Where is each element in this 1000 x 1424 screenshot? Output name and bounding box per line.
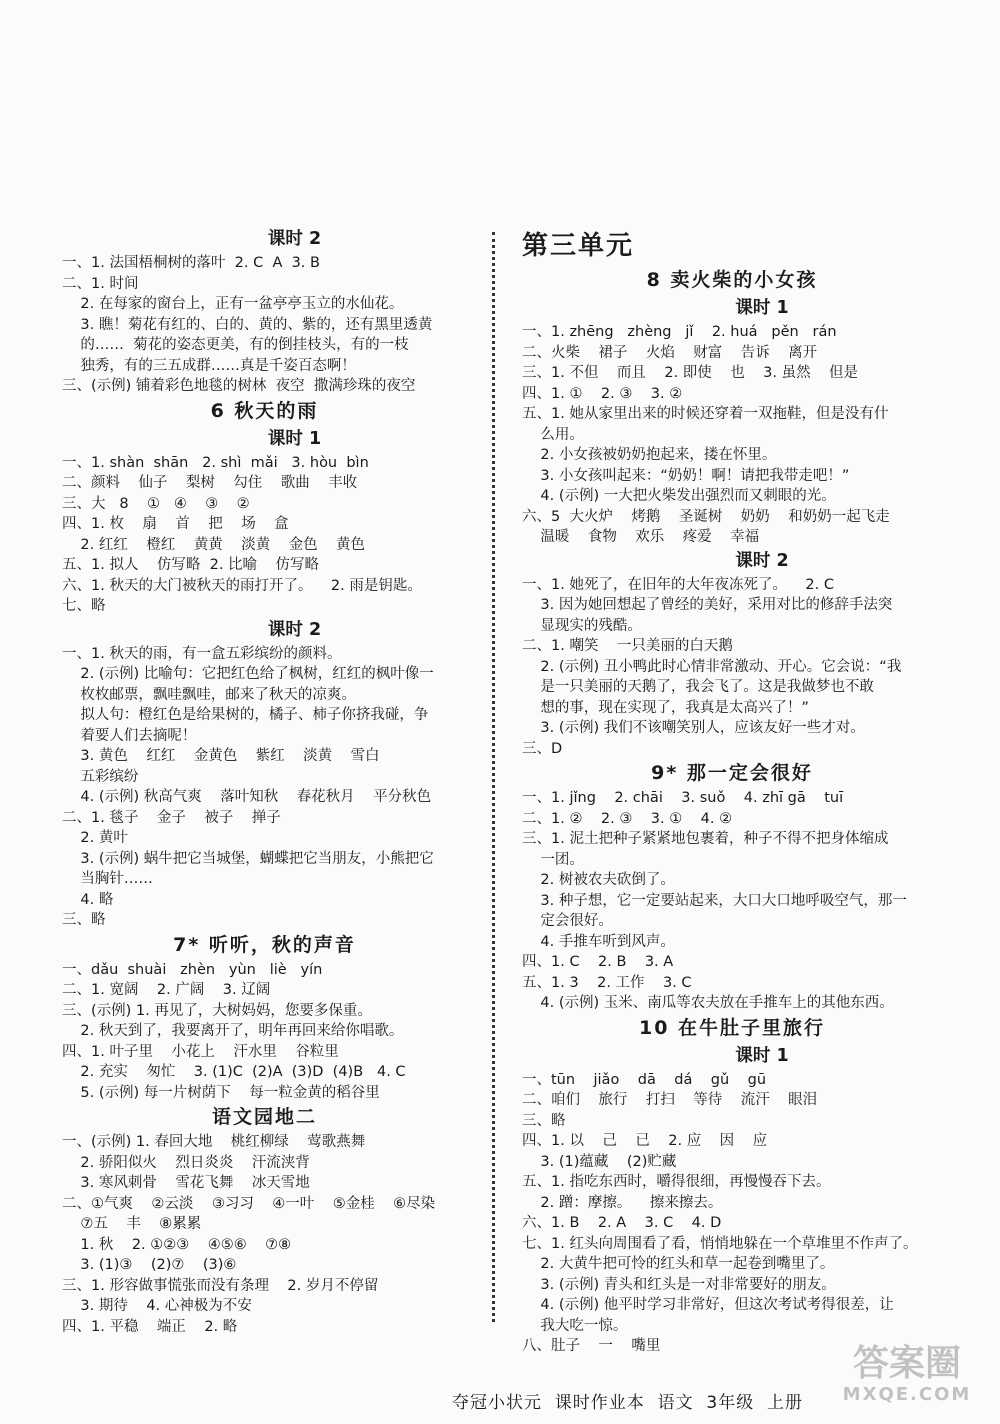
answer-line: 五彩缤纷 bbox=[62, 768, 139, 785]
answer-line: 三、略 bbox=[62, 912, 106, 928]
answer-line: 七、1. 红头向周围看了看，悄悄地躲在一个草堆里不作声了。 bbox=[522, 1235, 918, 1252]
answer-line: 一、1. 法国梧桐树的落叶 2. C A 3. B bbox=[62, 255, 320, 271]
lesson-heading: 课时 2 bbox=[735, 550, 789, 571]
answer-line: 一、dǎu shuài zhèn yùn liè yín bbox=[62, 961, 323, 978]
footer-book-title: 夺冠小状元 课时作业本 语文 3年级 上册 bbox=[452, 1393, 804, 1413]
answer-line: 三、(示例) 1. 再见了，大树妈妈，您要多保重。 bbox=[62, 1002, 372, 1019]
answer-line: 二、1. 嘲笑 一只美丽的白天鹅 bbox=[522, 638, 733, 654]
answer-line: 3. 黄色 红红 金黄色 紫红 淡黄 雪白 bbox=[62, 748, 380, 764]
answer-line: 二、1. 毯子 金子 被子 掸子 bbox=[62, 809, 281, 826]
answer-line: 么用。 bbox=[522, 426, 584, 443]
answer-line: 五、1. 3 2. 工作 3. C bbox=[522, 974, 692, 991]
answer-line: 四、1. ① 2. ③ 3. ② bbox=[522, 385, 683, 402]
answer-line: 3. 寒风刺骨 雪花飞舞 冰天雪地 bbox=[62, 1175, 310, 1191]
answer-line: 一、1. 她死了，在旧年的大年夜冻死了。 2. C bbox=[522, 576, 834, 593]
answer-line: 四、1. 枚 扇 首 把 场 盒 bbox=[62, 516, 289, 532]
answer-line: 4. 手推车听到风声。 bbox=[522, 933, 675, 950]
answer-line: 六、1. B 2. A 3. C 4. D bbox=[522, 1215, 722, 1231]
answer-line: 3. 瞧！菊花有红的、白的、黄的、紫的，还有黑里透黄 bbox=[62, 316, 433, 333]
watermark-logo bbox=[832, 1344, 982, 1414]
answer-line: 3. (1)蕴藏 (2)贮藏 bbox=[522, 1153, 677, 1170]
answer-line: 二、火柴 裙子 火焰 财富 告诉 离开 bbox=[522, 344, 818, 361]
answer-line: 五、1. 她从家里出来的时候还穿着一双拖鞋，但是没有什 bbox=[522, 406, 889, 422]
lesson-heading: 课时 1 bbox=[267, 428, 322, 449]
answer-line: 我大吃一惊。 bbox=[522, 1317, 628, 1334]
answer-line: 显现实的残酷。 bbox=[522, 617, 642, 634]
answer-line: 4. (示例) 一大把火柴发出强烈而又刺眼的光。 bbox=[522, 488, 836, 504]
answer-line: 五、1. 拟人 仿写略 2. 比喻 仿写略 bbox=[62, 557, 319, 573]
answer-line: 2. 黄叶 bbox=[62, 830, 128, 846]
answer-line: 4. 略 bbox=[62, 891, 114, 908]
answer-line: 3. (示例) 青头和红头是一对非常要好的朋友。 bbox=[522, 1276, 836, 1293]
answer-line: 二、咱们 旅行 打扫 等待 流汗 眼泪 bbox=[522, 1092, 818, 1108]
answer-line: 2. 充实 匆忙 3. (1)C (2)A (3)D (4)B 4. C bbox=[62, 1064, 406, 1080]
section-title: 10 在牛肚子里旅行 bbox=[638, 1016, 826, 1039]
answer-line: 2. 小女孩被奶奶抱起来，搂在怀里。 bbox=[522, 447, 777, 463]
answer-line: 一、1. zhēng zhèng jǐ 2. huá pěn rán bbox=[522, 324, 837, 340]
column-divider bbox=[492, 232, 495, 1322]
left-column bbox=[62, 226, 467, 1337]
lesson-heading: 课时 2 bbox=[267, 619, 322, 640]
answer-line: 3. 小女孩叫起来：“奶奶！啊！请把我带走吧！” bbox=[522, 467, 850, 484]
watermark-url: MXQE.COM bbox=[842, 1384, 972, 1405]
answer-line: 2. 蹭：摩擦。 擦来擦去。 bbox=[522, 1194, 723, 1211]
answer-line: 一、1. jǐng 2. chāi 3. suǒ 4. zhī gā tuī bbox=[522, 790, 844, 806]
answer-line: 五、1. 指吃东西时，嚼得很细，再慢慢吞下去。 bbox=[522, 1174, 831, 1190]
answer-line: 三、1. 形容做事慌张而没有条理 2. 岁月不停留 bbox=[62, 1277, 379, 1294]
lesson-heading: 课时 1 bbox=[735, 1045, 789, 1066]
answer-line: 1. 秋 2. ①②③ ④⑤⑥ ⑦⑧ bbox=[62, 1236, 292, 1253]
answer-line: 三、(示例) 铺着彩色地毯的树林 夜空 撒满珍珠的夜空 bbox=[62, 378, 416, 394]
unit-title: 第三单元 bbox=[522, 231, 635, 261]
answer-line: 四、1. 平稳 端正 2. 略 bbox=[62, 1318, 238, 1335]
answer-line: 着要人们去摘呢！ bbox=[62, 727, 197, 744]
answer-line: 2. (示例) 丑小鸭此时心情非常激动、开心。它会说：“我 bbox=[522, 658, 902, 675]
answer-line: 一、(示例) 1. 春回大地 桃红柳绿 莺歌燕舞 bbox=[62, 1134, 366, 1150]
answer-line: 2. 红红 橙红 黄黄 淡黄 金色 黄色 bbox=[62, 536, 366, 553]
answer-line: 3. 因为她回想起了曾经的美好，采用对比的修辞手法突 bbox=[522, 597, 893, 613]
answer-line: 三、略 bbox=[522, 1112, 566, 1129]
answer-line: 温暖 食物 欢乐 疼爱 幸福 bbox=[522, 529, 760, 545]
answer-line: 4. (示例) 他平时学习非常好，但这次考试考得很差，让 bbox=[522, 1297, 894, 1313]
lesson-heading: 课时 2 bbox=[267, 229, 322, 249]
answer-line: 二、①气爽 ②云淡 ③习习 ④一叶 ⑤金桂 ⑥尽染 bbox=[62, 1195, 436, 1212]
answer-line: 4. (示例) 玉米、南瓜等农夫放在手推车上的其他东西。 bbox=[522, 995, 894, 1011]
answer-line: 2. 秋天到了，我要离开了，明年再回来给你唱歌。 bbox=[62, 1023, 404, 1039]
answer-line: 四、1. 以 己 已 2. 应 因 应 bbox=[522, 1133, 768, 1149]
right-column bbox=[522, 226, 942, 1357]
answer-line: 独秀，有的三五成群……真是千姿百态啊！ bbox=[62, 357, 356, 374]
answer-line: 当胸针…… bbox=[62, 871, 153, 887]
answer-line: ⑦五 丰 ⑧累累 bbox=[62, 1216, 202, 1232]
lesson-heading: 课时 1 bbox=[735, 298, 789, 318]
answer-line: 2. 大黄牛把可怜的红头和草一起卷到嘴里了。 bbox=[522, 1256, 835, 1272]
section-title: 6 秋天的雨 bbox=[210, 399, 319, 422]
answer-line: 3. 期待 4. 心神极为不安 bbox=[62, 1298, 252, 1314]
section-title: 7* 听听，秋的声音 bbox=[173, 933, 356, 956]
answer-line: 一、tūn jiǎo dā dá gǔ gū bbox=[522, 1071, 767, 1088]
answer-line: 4. (示例) 秋高气爽 落叶知秋 春花秋月 平分秋色 bbox=[62, 789, 432, 805]
answer-line: 三、D bbox=[522, 740, 563, 757]
answer-line: 5. (示例) 每一片树荫下 每一粒金黄的稻谷里 bbox=[62, 1084, 380, 1101]
answer-line: 拟人句：橙红色是给果树的，橘子、柿子你挤我碰，争 bbox=[62, 707, 429, 723]
answer-line: 六、5 大火炉 烤鹅 圣诞树 奶奶 和奶奶一起飞走 bbox=[522, 508, 890, 525]
answer-line: 想的事，现在实现了，我真是太高兴了！” bbox=[522, 699, 809, 716]
answer-line: 一、1. shàn shān 2. shì mǎi 3. hòu bìn bbox=[62, 454, 369, 471]
answer-line: 3. 种子想，它一定要站起来，大口大口地呼吸空气，那一 bbox=[522, 892, 907, 909]
answer-line: 四、1. C 2. B 3. A bbox=[522, 954, 674, 970]
answer-line: 2. 骄阳似火 烈日炎炎 汗流浃背 bbox=[62, 1154, 310, 1171]
answer-line: 枚枚邮票，飘哇飘哇，邮来了秋天的凉爽。 bbox=[62, 686, 356, 703]
answer-line: 七、略 bbox=[62, 598, 106, 614]
answer-line: 3. (示例) 我们不该嘲笑别人，应该友好一些才对。 bbox=[522, 720, 865, 736]
answer-line: 二、1. 宽阔 2. 广阔 3. 辽阔 bbox=[62, 982, 271, 998]
answer-line: 八、肚子 一 嘴里 bbox=[522, 1338, 661, 1354]
answer-line: 二、1. 时间 bbox=[62, 275, 139, 292]
answer-line: 3. (示例) 蜗牛把它当城堡，蝴蝶把它当朋友，小熊把它 bbox=[62, 850, 434, 867]
answer-line: 3. (1)③ (2)⑦ (3)⑥ bbox=[62, 1257, 237, 1273]
section-title: 8 卖火柴的小女孩 bbox=[646, 269, 818, 291]
answer-line: 四、1. 叶子里 小花上 汗水里 谷粒里 bbox=[62, 1043, 339, 1060]
answer-line: 定会很好。 bbox=[522, 913, 613, 929]
answer-line: 是一只美丽的天鹅了，我会飞了。这是我做梦也不敢 bbox=[522, 679, 874, 695]
answer-line: 六、1. 秋天的大门被秋天的雨打开了。 2. 雨是钥匙。 bbox=[62, 577, 422, 594]
answer-line: 三、大 8 ① ④ ③ ② bbox=[62, 495, 250, 512]
answer-line: 三、1. 泥土把种子紧紧地包裹着，种子不得不把身体缩成 bbox=[522, 831, 889, 847]
answer-line: 2. 在每家的窗台上，正有一盆亭亭玉立的水仙花。 bbox=[62, 296, 404, 312]
section-title: 语文园地二 bbox=[211, 1106, 317, 1128]
answer-line: 三、1. 不但 而且 2. 即使 也 3. 虽然 但是 bbox=[522, 365, 859, 381]
section-title: 9* 那一定会很好 bbox=[651, 762, 813, 784]
answer-line: 一、1. 秋天的雨，有一盒五彩缤纷的颜料。 bbox=[62, 645, 342, 662]
watermark-text: 答案圈 bbox=[852, 1343, 961, 1384]
answer-line: 2. (示例) 比喻句：它把红色给了枫树，红红的枫叶像一 bbox=[62, 666, 434, 682]
answer-line: 二、1. ② 2. ③ 3. ① 4. ② bbox=[522, 810, 733, 827]
answer-line: 二、颜料 仙子 梨树 勾住 歌曲 丰收 bbox=[62, 475, 358, 491]
answer-line: 2. 树被农夫砍倒了。 bbox=[522, 872, 675, 888]
answer-line: 的…… 菊花的姿态更美，有的倒挂枝头，有的一枝 bbox=[62, 337, 409, 353]
answer-line: 一团。 bbox=[522, 851, 584, 868]
